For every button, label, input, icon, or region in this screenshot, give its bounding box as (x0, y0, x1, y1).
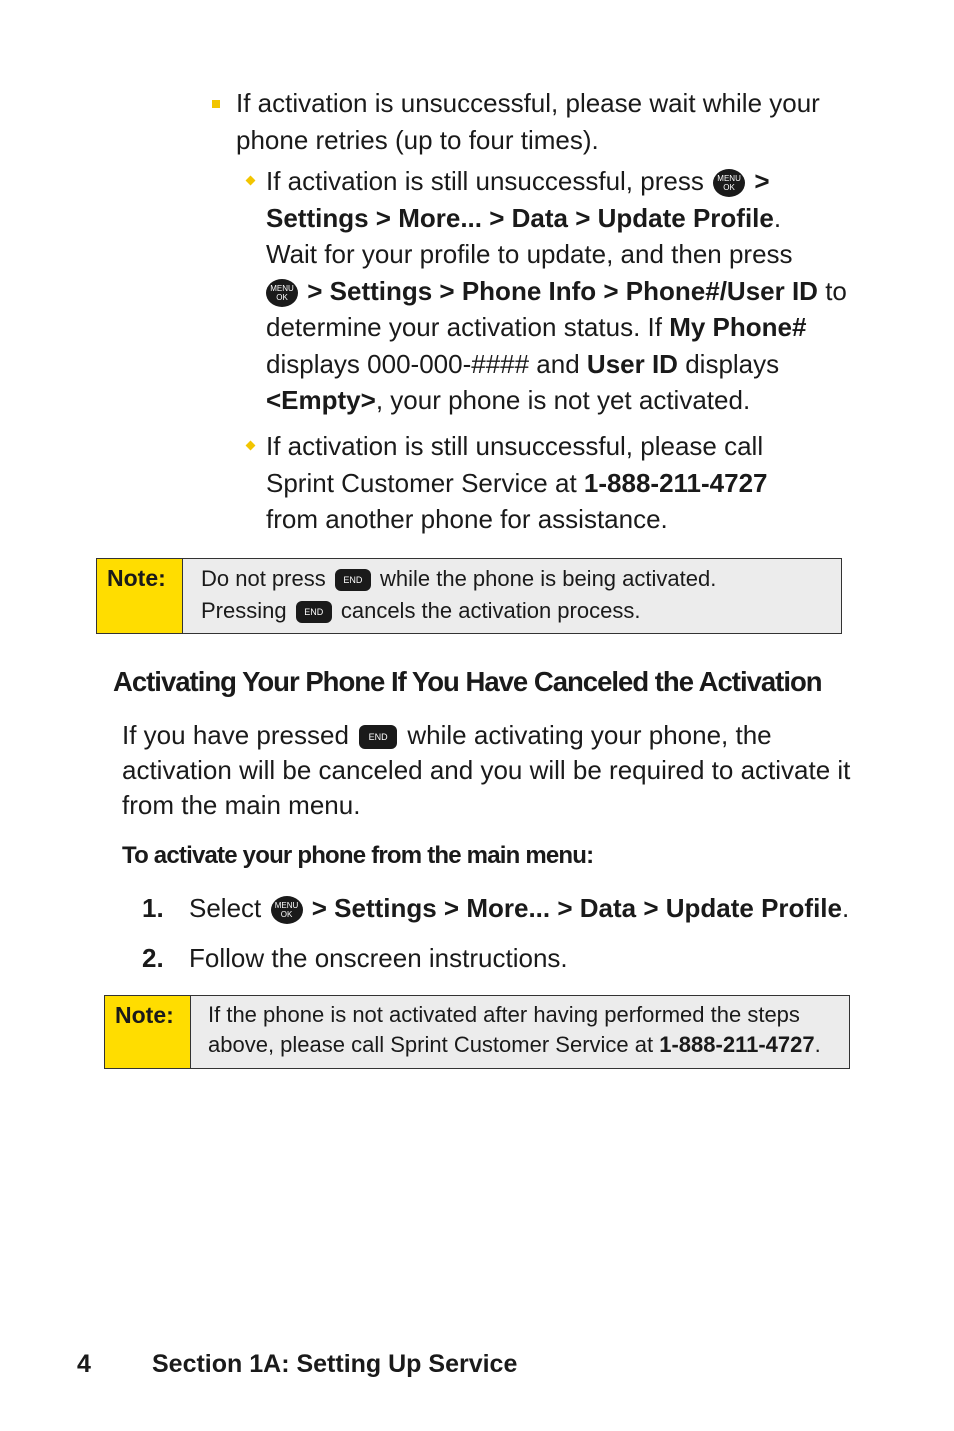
diamond-bullet-icon (246, 441, 256, 451)
bullet-retry-text: If activation is unsuccessful, please wait while your phone retries (up to four times). (236, 88, 820, 155)
bullet-still-unsuccessful-2: If activation is still unsuccessful, please call Sprint Customer Service at 1-888-211-4727 from another phone for assistance. (266, 431, 768, 534)
diamond-bullet-icon (246, 176, 256, 186)
menu-path-update-profile: > Settings > More... > Data > Update Profile (311, 893, 842, 923)
customer-service-phone: 1-888-211-4727 (659, 1032, 815, 1057)
menu-path-phone-info: > Settings > Phone Info > Phone#/User ID (307, 275, 818, 306)
menu-path-update-profile: Settings > More... > Data > Update Profile (266, 202, 774, 233)
note-box-do-not-press-end (96, 558, 842, 634)
section-heading: Activating Your Phone If You Have Canceled the Activation (113, 666, 822, 697)
note-box-not-activated (104, 995, 850, 1069)
note-body: Do not press END while the phone is being activated. Pressing END cancels the activation process. (183, 559, 841, 633)
step-2: Follow the onscreen instructions. (189, 943, 568, 973)
end-key-icon: END (296, 601, 332, 623)
square-bullet-icon (212, 100, 220, 108)
menu-ok-key-icon: MENU OK (713, 169, 745, 197)
customer-service-phone: 1-888-211-4727 (583, 467, 768, 498)
section-footer: Section 1A: Setting Up Service (152, 1350, 518, 1378)
canceled-activation-paragraph: If you have pressed END while activating your phone, the activation will be canceled and you will be required to activate it from the main menu. (122, 720, 851, 820)
menu-ok-key-icon: MENU OK (271, 896, 303, 924)
note-label: Note: (97, 559, 183, 633)
note-body: If the phone is not activated after having performed the steps above, please call Sprint Customer Service at 1-888-211-4727. (191, 996, 849, 1068)
end-key-icon: END (359, 725, 397, 749)
step-1: Select MENU OK > Settings > More... > Data > Update Profile. (189, 893, 850, 923)
page-number: 4 (77, 1350, 91, 1378)
menu-ok-key-icon: MENU OK (266, 279, 298, 307)
bullet-still-unsuccessful-1: If activation is still unsuccessful, press MENU OK > Settings > More... > Data > Update Profile. Wait for your profile to update, and then press MENU OK > Settings > Phone Info > Phone#/User ID to determine your activation status. If My Phone# displays 000-000-#### and User ID displays <Empty>, your phone is not yet activated. (266, 166, 847, 415)
step-number: 2. (142, 943, 164, 973)
end-key-icon: END (335, 569, 371, 591)
step-number: 1. (142, 893, 164, 923)
note-label: Note: (105, 996, 191, 1068)
procedure-heading: To activate your phone from the main menu: (122, 842, 594, 869)
